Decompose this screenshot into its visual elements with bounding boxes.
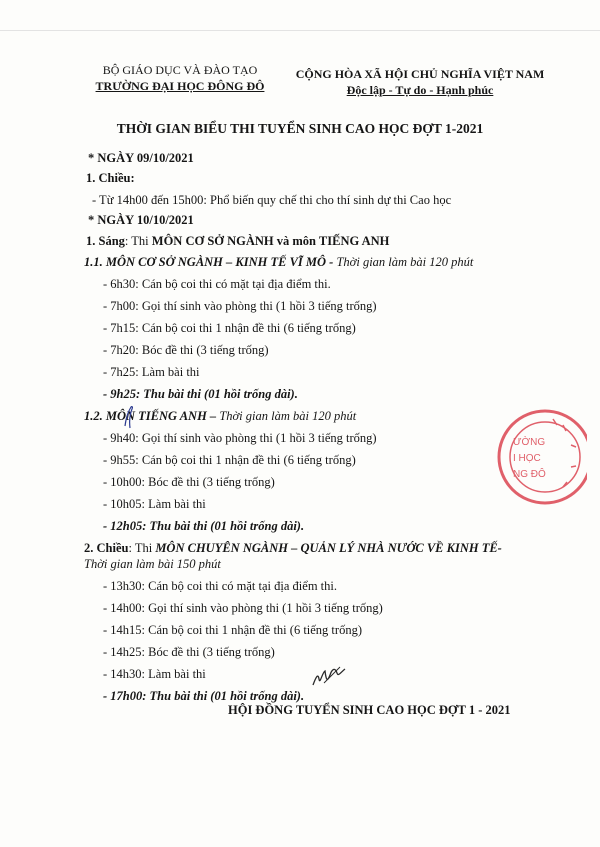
part1-heading: 1.1. MÔN CƠ SỞ NGÀNH – KINH TẾ VĨ MÔ - Thời gian làm bài 120 phút [84, 255, 474, 269]
school-name: TRƯỜNG ĐẠI HỌC ĐÔNG ĐÔ [95, 79, 265, 93]
morning-session-line: 1. Sáng: Thi MÔN CƠ SỞ NGÀNH và môn TIẾNG ANH [86, 234, 390, 248]
part1-item: - 7h15: Cán bộ coi thi 1 nhận đề thi (6 tiếng trống) [103, 321, 356, 335]
part2-item: - 9h55: Cán bộ coi thi 1 nhận đề thi (6 tiếng trống) [103, 453, 356, 467]
document-title: THỜI GIAN BIỂU THI TUYỂN SINH CAO HỌC ĐỢT 1-2021 [116, 121, 484, 136]
part2-item: - 10h05: Làm bài thi [103, 497, 206, 511]
ministry-name: BỘ GIÁO DỤC VÀ ĐÀO TẠO [102, 63, 258, 77]
official-seal-icon [483, 405, 587, 509]
day1-item: - Từ 14h00 đến 15h00: Phổ biến quy chế thi cho thí sinh dự thi Cao học [92, 193, 452, 207]
part2-heading: 1.2. MÔN TIẾNG ANH – Thời gian làm bài 120 phút [84, 409, 357, 423]
pen-mark-icon [120, 404, 136, 430]
day2-heading: * NGÀY 10/10/2021 [88, 213, 194, 227]
part1-item: - 7h25: Làm bài thi [103, 365, 200, 379]
issuer-block [95, 62, 265, 94]
afternoon-item: - 13h30: Cán bộ coi thi có mặt tại địa điểm thi. [103, 579, 337, 593]
part1-item: - 7h00: Gọi thí sinh vào phòng thi (1 hồi 3 tiếng trống) [103, 299, 377, 313]
signature-icon [310, 663, 350, 691]
council-signature-line: HỘI ĐỒNG TUYỂN SINH CAO HỌC ĐỢT 1 - 2021 [228, 703, 511, 717]
day1-heading: * NGÀY 09/10/2021 [88, 151, 194, 165]
part1-item: - 6h30: Cán bộ coi thi có mặt tại địa điểm thi. [103, 277, 331, 291]
page-top-edge [0, 30, 600, 31]
part1-item: - 7h20: Bóc đề thi (3 tiếng trống) [103, 343, 269, 357]
national-motto: Độc lập - Tự do - Hạnh phúc [346, 83, 494, 97]
republic-name: CỘNG HÒA XÃ HỘI CHỦ NGHĨA VIỆT NAM [295, 67, 545, 81]
seal-line: I HỌC [513, 453, 541, 464]
afternoon-item: - 14h25: Bóc đề thi (3 tiếng trống) [103, 645, 275, 659]
seal-line: NG ĐÔ [513, 469, 546, 480]
afternoon-session-line: 2. Chiều: Thi MÔN CHUYÊN NGÀNH – QUẢN LÝ NHÀ NƯỚC VỀ KINH TẾ- [84, 541, 502, 555]
part2-item: - 9h40: Gọi thí sinh vào phòng thi (1 hồi 3 tiếng trống) [103, 431, 377, 445]
afternoon-item: - 14h30: Làm bài thi [103, 667, 206, 681]
afternoon-final: - 17h00: Thu bài thi (01 hồi trống dài). [103, 689, 305, 703]
national-heading [290, 66, 550, 98]
afternoon-item: - 14h15: Cán bộ coi thi 1 nhận đề thi (6 tiếng trống) [103, 623, 362, 637]
part2-item: - 10h00: Bóc đề thi (3 tiếng trống) [103, 475, 275, 489]
part2-final: - 12h05: Thu bài thi (01 hồi trống dài). [103, 519, 305, 533]
day1-session-label: 1. Chiều: [86, 171, 135, 185]
part1-final: - 9h25: Thu bài thi (01 hồi trống dài). [103, 387, 298, 401]
afternoon-duration: Thời gian làm bài 150 phút [84, 557, 221, 571]
seal-line: ƯỜNG [513, 437, 546, 448]
afternoon-item: - 14h00: Gọi thí sinh vào phòng thi (1 hồi 3 tiếng trống) [103, 601, 383, 615]
